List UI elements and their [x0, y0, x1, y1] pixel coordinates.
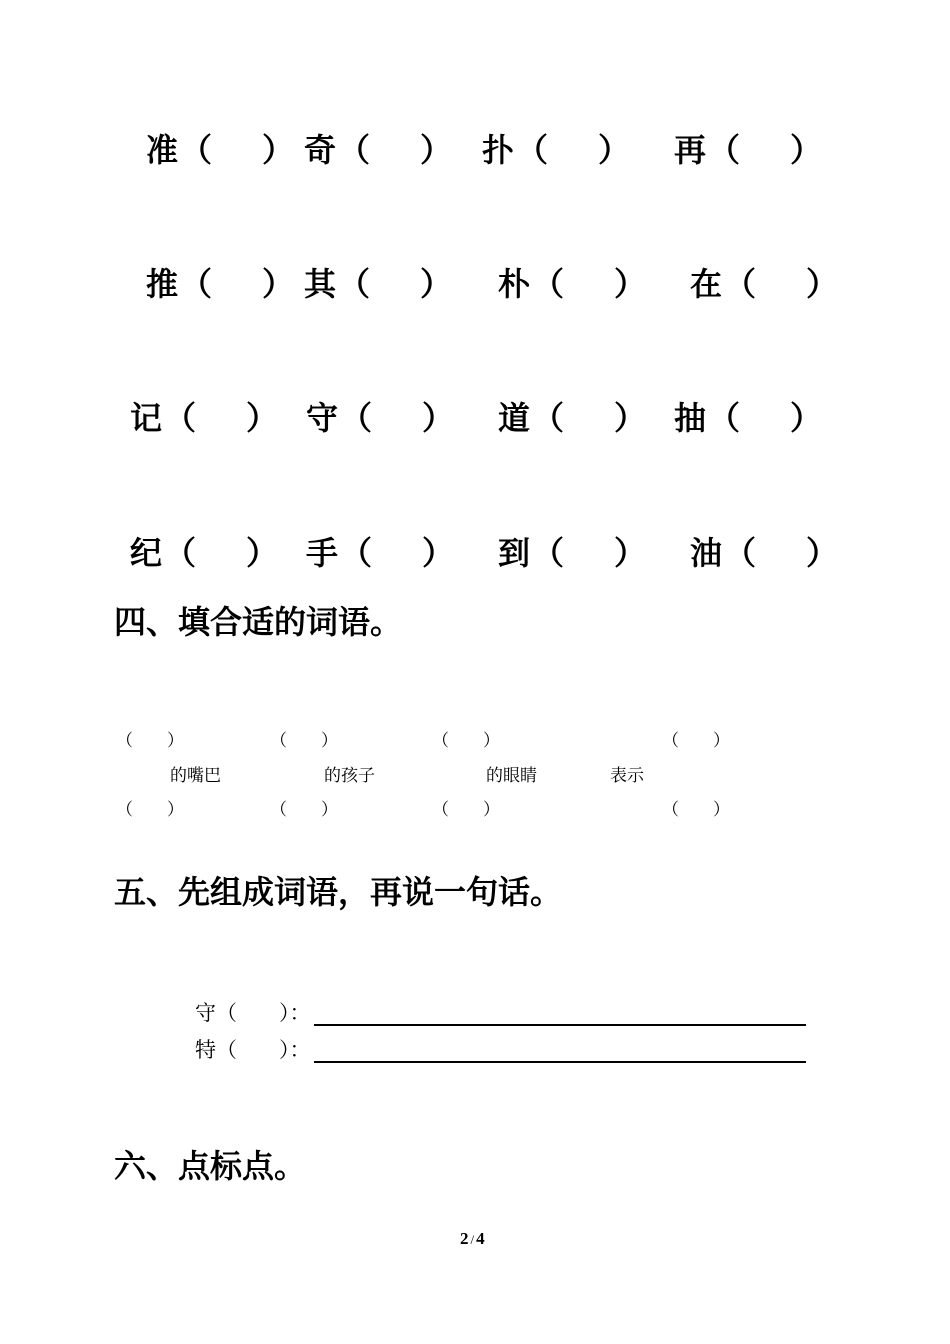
open-paren: （ — [338, 265, 371, 303]
grid-char: 扑 — [482, 131, 515, 169]
page-total: 4 — [476, 1229, 485, 1248]
paren-blank: （ ） — [270, 800, 338, 820]
open-paren: （ — [708, 131, 741, 169]
paren-blank: （ ） — [432, 731, 500, 751]
open-paren: （ — [340, 534, 373, 572]
close-paren: ） — [614, 265, 647, 303]
phrase-text: 的孩子 — [324, 766, 375, 786]
phrase-text: 的眼睛 — [486, 766, 537, 786]
close-paren: ） — [614, 399, 647, 437]
page-separator: / — [470, 1232, 475, 1247]
section-5-title: 五、先组成词语，再说一句话。 — [114, 873, 563, 911]
paren-blank: （ ） — [432, 800, 500, 820]
open-paren: （ — [516, 131, 549, 169]
paren-blank: （ ） — [270, 731, 338, 751]
paren-blank: （ ） — [116, 800, 184, 820]
open-paren: （ — [340, 399, 373, 437]
grid-char: 到 — [498, 534, 531, 572]
paren-blank: （ ） — [116, 731, 184, 751]
close-paren: ） — [420, 265, 453, 303]
close-paren: ） — [598, 131, 631, 169]
open-paren: （ — [708, 399, 741, 437]
close-paren: ） — [806, 534, 839, 572]
open-paren: （ — [164, 399, 197, 437]
grid-char: 其 — [304, 265, 337, 303]
section-4-title: 四、填合适的词语。 — [114, 603, 403, 641]
answer-line[interactable] — [314, 1024, 806, 1026]
grid-char: 纪 — [130, 534, 163, 572]
grid-char: 手 — [306, 534, 339, 572]
sentence-paren: （ ）： — [216, 1038, 311, 1062]
grid-char: 推 — [146, 265, 179, 303]
grid-char: 道 — [498, 399, 531, 437]
page-number — [460, 1229, 485, 1249]
grid-char: 油 — [690, 534, 723, 572]
open-paren: （ — [724, 265, 757, 303]
close-paren: ） — [246, 399, 279, 437]
open-paren: （ — [164, 534, 197, 572]
open-paren: （ — [180, 265, 213, 303]
close-paren: ） — [790, 131, 823, 169]
open-paren: （ — [724, 534, 757, 572]
sentence-char: 守 — [195, 1001, 216, 1025]
open-paren: （ — [532, 399, 565, 437]
open-paren: （ — [338, 131, 371, 169]
close-paren: ） — [420, 131, 453, 169]
phrase-text: 的嘴巴 — [170, 766, 221, 786]
answer-line[interactable] — [314, 1061, 806, 1063]
sentence-paren: （ ）： — [216, 1001, 311, 1025]
page-current: 2 — [460, 1229, 469, 1248]
close-paren: ） — [422, 534, 455, 572]
close-paren: ） — [806, 265, 839, 303]
open-paren: （ — [532, 534, 565, 572]
close-paren: ） — [262, 131, 295, 169]
close-paren: ） — [790, 399, 823, 437]
section-6-title: 六、点标点。 — [114, 1147, 307, 1185]
close-paren: ） — [246, 534, 279, 572]
grid-char: 朴 — [498, 265, 531, 303]
grid-char: 奇 — [304, 131, 337, 169]
grid-char: 在 — [690, 265, 723, 303]
close-paren: ） — [614, 534, 647, 572]
grid-char: 再 — [674, 131, 707, 169]
paren-blank: （ ） — [662, 800, 730, 820]
grid-char: 守 — [306, 399, 339, 437]
grid-char: 准 — [146, 131, 179, 169]
close-paren: ） — [262, 265, 295, 303]
open-paren: （ — [532, 265, 565, 303]
open-paren: （ — [180, 131, 213, 169]
grid-char: 抽 — [674, 399, 707, 437]
sentence-char: 特 — [195, 1038, 216, 1062]
phrase-text: 表示 — [610, 766, 644, 786]
close-paren: ） — [422, 399, 455, 437]
paren-blank: （ ） — [662, 731, 730, 751]
grid-char: 记 — [130, 399, 163, 437]
